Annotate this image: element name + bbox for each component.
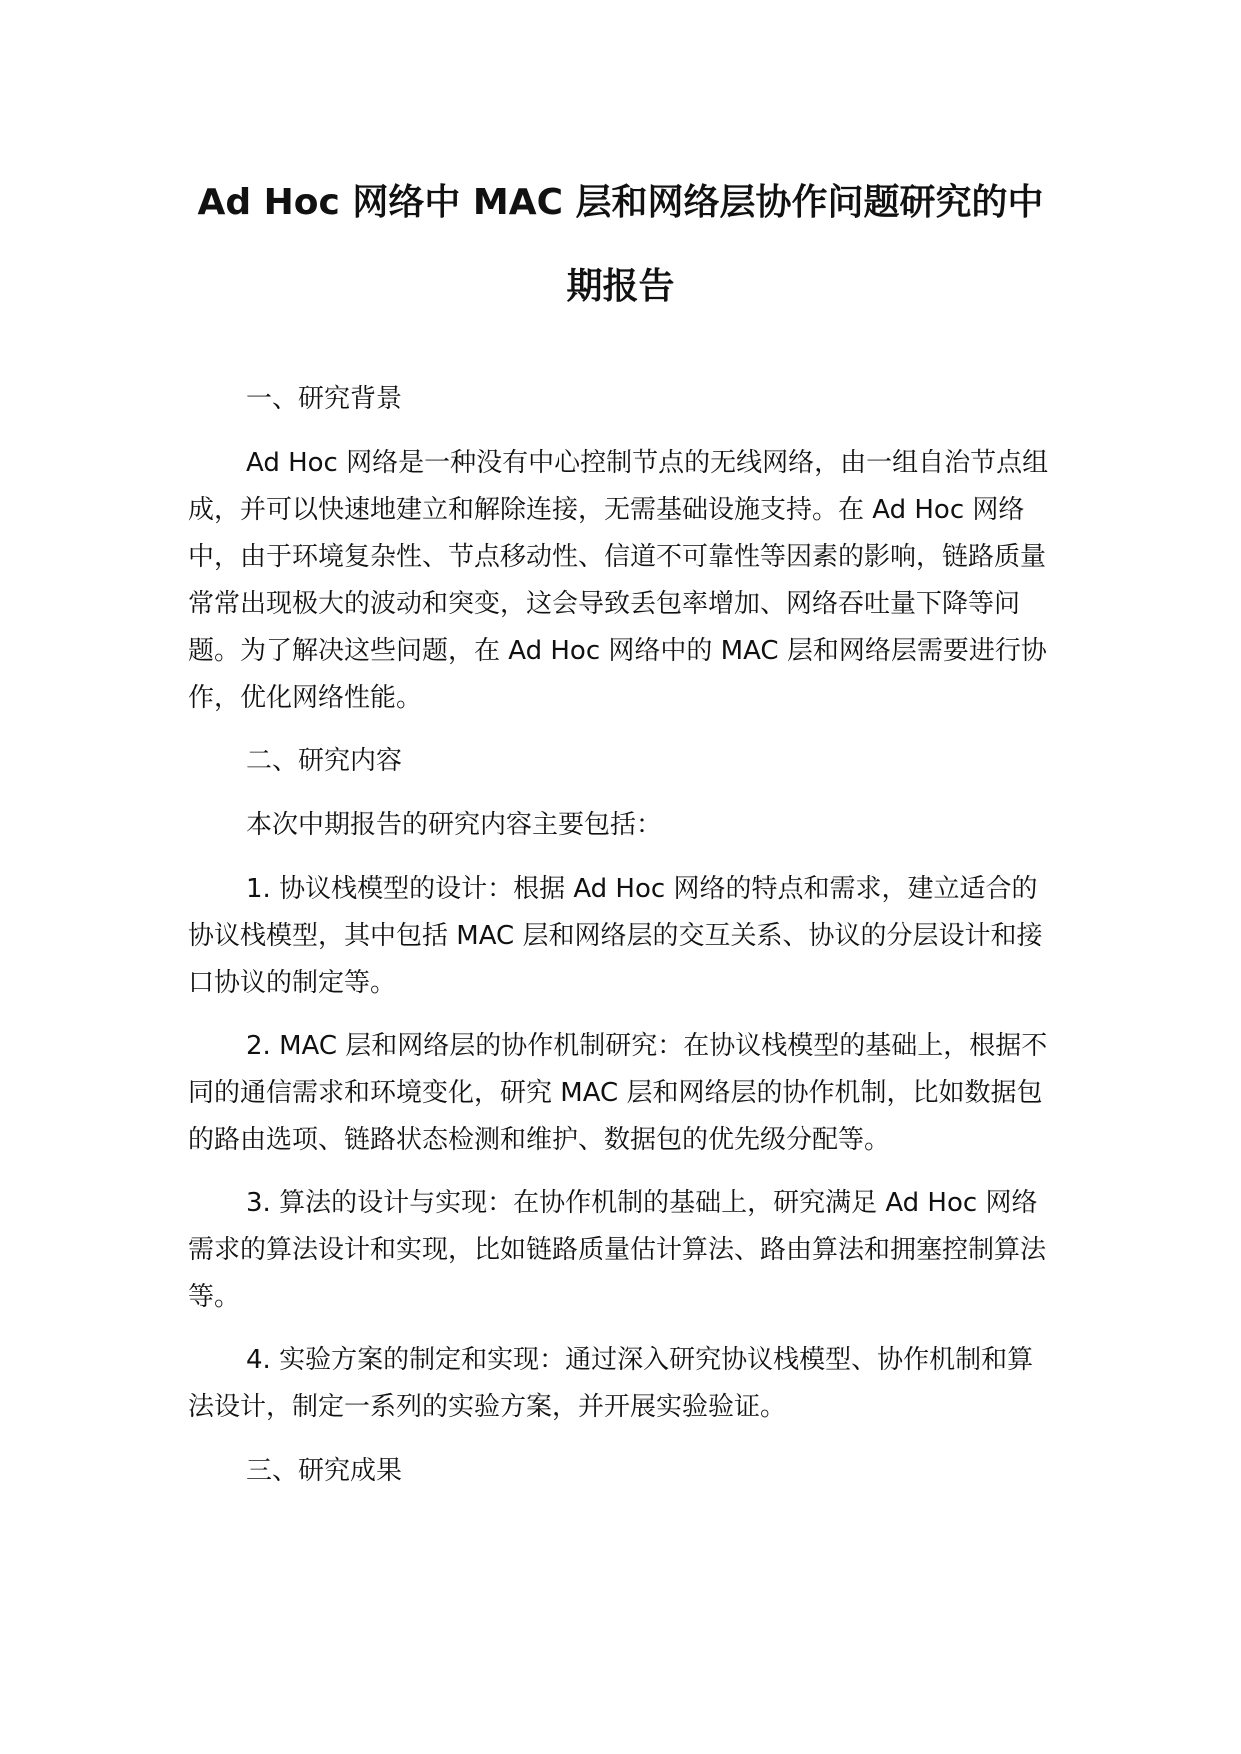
document-title-line-1: Ad Hoc 网络中 MAC 层和网络层协作问题研究的中 xyxy=(197,182,1044,223)
section-paragraph-background: Ad Hoc 网络是一种没有中心控制节点的无线网络，由一组自治节点组成，并可以快速地建立和解除连接，无需基础设施支持。在 Ad Hoc 网络中，由于环境复杂性、节点移动性、信道不可靠性等因素的影响，链路质量常常出现极大的波动和突变，这会导致丢包率增加、网络吞吐量下降等问题。为了解决这些问题，在 Ad Hoc 网络中的 MAC 层和网络层需要进行协作，优化网络性能。 xyxy=(188,448,1049,713)
section-heading-content: 二、研究内容 xyxy=(246,746,403,776)
section-intro-content: 本次中期报告的研究内容主要包括： xyxy=(246,810,663,840)
document-title-line-2: 期报告 xyxy=(566,266,675,307)
list-item-experiment-plan: 4. 实验方案的制定和实现：通过深入研究协议栈模型、协作机制和算法设计，制定一系列的实验方案，并开展实验验证。 xyxy=(188,1345,1034,1422)
section-heading-background: 一、研究背景 xyxy=(246,384,403,414)
list-item-cooperation-mechanism: 2. MAC 层和网络层的协作机制研究：在协议栈模型的基础上，根据不同的通信需求和环境变化，研究 MAC 层和网络层的协作机制，比如数据包的路由选项、链路状态检测和维护、数据包的优先级分配等。 xyxy=(188,1031,1048,1155)
list-item-protocol-stack: 1. 协议栈模型的设计：根据 Ad Hoc 网络的特点和需求，建立适合的协议栈模型，其中包括 MAC 层和网络层的交互关系、协议的分层设计和接口协议的制定等。 xyxy=(188,874,1043,998)
list-item-algorithm-design: 3. 算法的设计与实现：在协作机制的基础上，研究满足 Ad Hoc 网络需求的算法设计和实现，比如链路质量估计算法、路由算法和拥塞控制算法等。 xyxy=(188,1188,1047,1312)
section-heading-results: 三、研究成果 xyxy=(246,1456,403,1486)
